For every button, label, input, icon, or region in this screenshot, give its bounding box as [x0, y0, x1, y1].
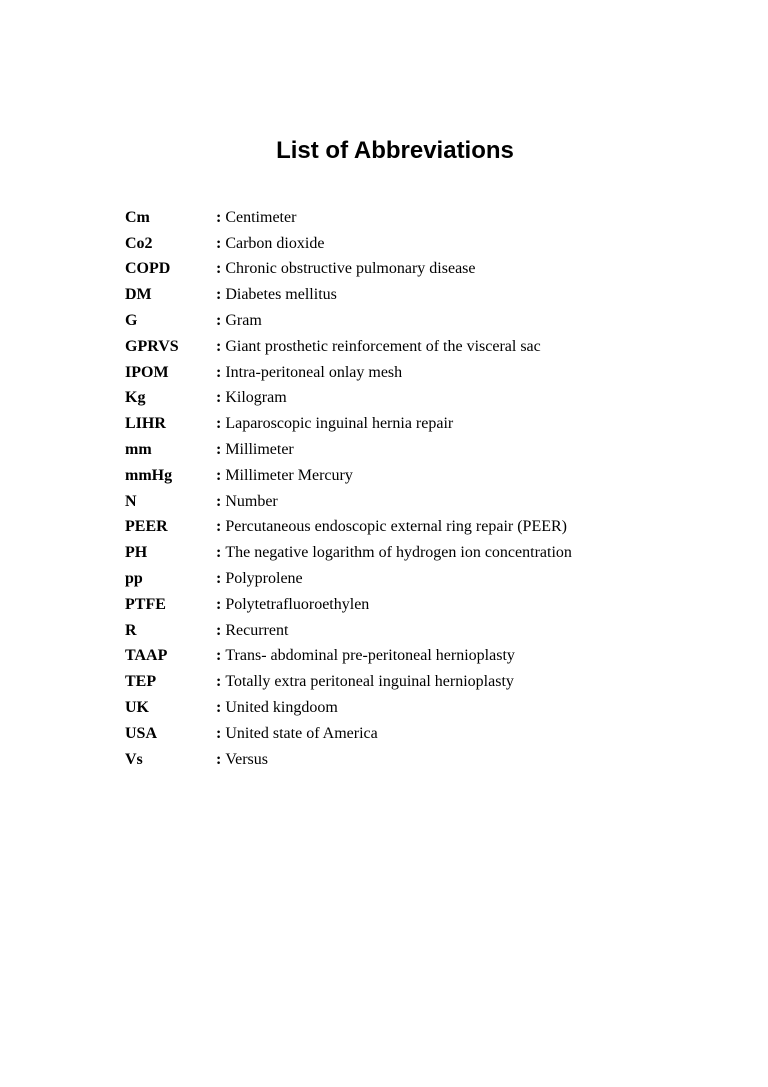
abbreviation-row — [125, 463, 745, 489]
abbreviation-definition: Intra-peritoneal onlay mesh — [225, 363, 403, 381]
abbreviation-row — [125, 721, 745, 747]
abbreviation-separator: : — [216, 312, 222, 330]
abbreviation-definition: Chronic obstructive pulmonary disease — [225, 260, 476, 278]
abbreviation-separator: : — [216, 621, 222, 639]
abbreviation-separator: : — [216, 570, 222, 588]
abbreviation-separator: : — [216, 260, 222, 278]
abbreviation-separator: : — [216, 699, 222, 717]
abbreviation-row — [125, 257, 745, 283]
abbreviation-term: G — [125, 312, 138, 330]
abbreviation-term: Vs — [125, 750, 143, 768]
abbreviation-separator: : — [216, 750, 222, 768]
abbreviation-definition: The negative logarithm of hydrogen ion concentration — [225, 544, 572, 562]
abbreviation-separator: : — [216, 595, 222, 613]
abbreviation-term: COPD — [125, 260, 171, 278]
abbreviation-definition: Recurrent — [225, 621, 289, 639]
abbreviation-definition: Polyprolene — [225, 570, 303, 588]
abbreviation-term: USA — [125, 724, 158, 742]
abbreviation-separator: : — [216, 208, 222, 226]
abbreviation-term: GPRVS — [125, 337, 179, 355]
abbreviation-separator: : — [216, 673, 222, 691]
abbreviation-row — [125, 618, 745, 644]
abbreviation-row — [125, 540, 745, 566]
abbreviation-definition: Percutaneous endoscopic external ring repair (PEER) — [225, 518, 567, 536]
abbreviation-separator: : — [216, 466, 222, 484]
abbreviation-separator: : — [216, 363, 222, 381]
abbreviation-term: Co2 — [125, 234, 153, 252]
abbreviation-definition: Totally extra peritoneal inguinal hernioplasty — [225, 673, 514, 691]
abbreviation-separator: : — [216, 544, 222, 562]
abbreviation-term: N — [125, 492, 137, 510]
abbreviation-term: IPOM — [125, 363, 169, 381]
page-title: List of Abbreviations — [276, 137, 514, 164]
abbreviation-row — [125, 334, 745, 360]
abbreviation-separator: : — [216, 724, 222, 742]
abbreviation-term: TAAP — [125, 647, 168, 665]
abbreviation-definition: Trans- abdominal pre-peritoneal hernioplasty — [225, 647, 515, 665]
abbreviation-separator: : — [216, 441, 222, 459]
abbreviation-definition: Diabetes mellitus — [225, 286, 337, 304]
abbreviation-row — [125, 360, 745, 386]
abbreviation-row — [125, 515, 745, 541]
abbreviation-definition: Polytetrafluoroethylen — [225, 595, 370, 613]
abbreviation-definition: United kingdoom — [225, 699, 338, 717]
abbreviation-separator: : — [216, 647, 222, 665]
abbreviation-separator: : — [216, 492, 222, 510]
abbreviation-row — [125, 231, 745, 257]
abbreviation-term: Kg — [125, 389, 146, 407]
abbreviation-list — [125, 205, 745, 773]
abbreviation-row — [125, 592, 745, 618]
abbreviation-definition: Millimeter Mercury — [225, 466, 353, 484]
abbreviation-row — [125, 644, 745, 670]
abbreviation-term: PTFE — [125, 595, 166, 613]
abbreviation-term: Cm — [125, 208, 150, 226]
abbreviation-row — [125, 489, 745, 515]
abbreviation-row — [125, 695, 745, 721]
abbreviation-definition: Versus — [225, 750, 268, 768]
abbreviation-row — [125, 386, 745, 412]
abbreviation-term: PEER — [125, 518, 168, 536]
abbreviation-row — [125, 411, 745, 437]
abbreviation-definition: Number — [225, 492, 278, 510]
abbreviation-separator: : — [216, 286, 222, 304]
abbreviation-term: DM — [125, 286, 152, 304]
abbreviation-separator: : — [216, 337, 222, 355]
abbreviation-term: TEP — [125, 673, 157, 691]
abbreviation-term: pp — [125, 570, 143, 588]
abbreviation-row — [125, 205, 745, 231]
abbreviation-term: mm — [125, 441, 152, 459]
abbreviation-row — [125, 669, 745, 695]
abbreviation-term: mmHg — [125, 466, 173, 484]
abbreviation-separator: : — [216, 415, 222, 433]
abbreviation-term: PH — [125, 544, 148, 562]
abbreviation-row — [125, 437, 745, 463]
abbreviation-term: LIHR — [125, 415, 166, 433]
abbreviation-separator: : — [216, 234, 222, 252]
abbreviation-definition: United state of America — [225, 724, 378, 742]
abbreviation-separator: : — [216, 389, 222, 407]
abbreviation-row — [125, 747, 745, 773]
abbreviation-definition: Carbon dioxide — [225, 234, 325, 252]
abbreviation-definition: Millimeter — [225, 441, 294, 459]
abbreviation-definition: Gram — [225, 312, 262, 330]
abbreviation-definition: Centimeter — [225, 208, 297, 226]
abbreviation-definition: Laparoscopic inguinal hernia repair — [225, 415, 454, 433]
abbreviation-separator: : — [216, 518, 222, 536]
abbreviation-definition: Giant prosthetic reinforcement of the visceral sac — [225, 337, 541, 355]
abbreviation-row — [125, 282, 745, 308]
abbreviation-row — [125, 308, 745, 334]
abbreviation-term: UK — [125, 699, 149, 717]
abbreviation-definition: Kilogram — [225, 389, 287, 407]
abbreviation-row — [125, 566, 745, 592]
abbreviation-term: R — [125, 621, 137, 639]
